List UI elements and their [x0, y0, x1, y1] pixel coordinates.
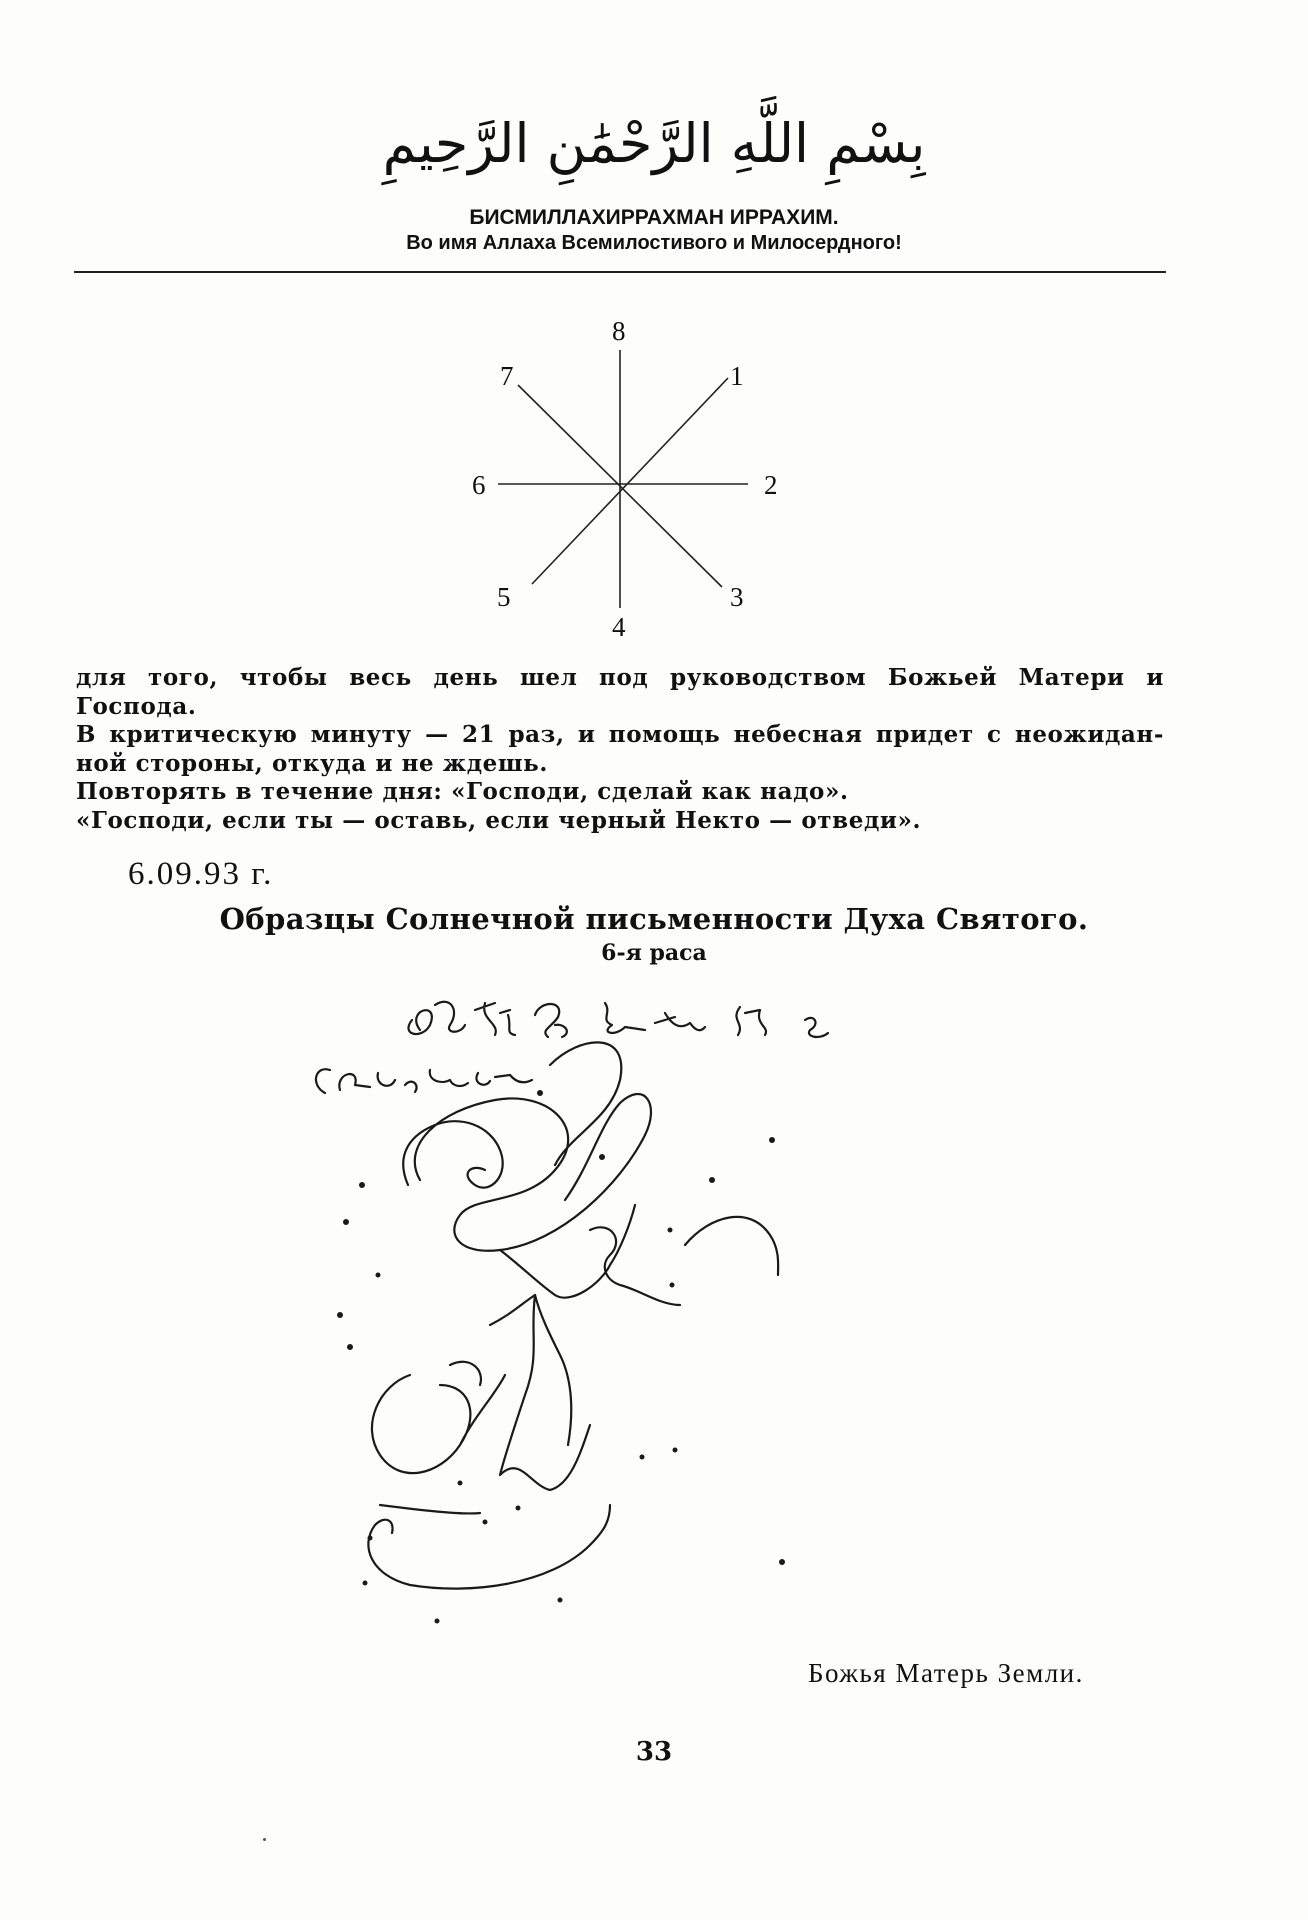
script-glyph — [655, 1013, 705, 1030]
ink-dot — [363, 1581, 368, 1586]
section-title: Образцы Солнечной письменности Духа Святого. — [219, 902, 1089, 936]
flowing-stroke — [375, 1520, 393, 1533]
star-ray-diagonal-b — [532, 378, 728, 584]
flowing-stroke — [550, 1042, 621, 1165]
star-label-7: 7 — [500, 361, 514, 391]
script-glyph — [736, 1007, 766, 1035]
body-text — [76, 664, 1164, 835]
ink-dot — [640, 1455, 645, 1460]
date: 6.09.93 г. — [128, 856, 274, 892]
ink-dot — [347, 1344, 353, 1350]
solar-script-drawing — [300, 985, 960, 1635]
ink-dot — [343, 1219, 349, 1225]
star-label-1: 1 — [730, 361, 744, 391]
script-glyph — [408, 1002, 465, 1034]
ink-dot — [376, 1273, 381, 1278]
flowing-stroke — [490, 1295, 590, 1490]
star-label-8: 8 — [612, 316, 626, 346]
ink-dot — [537, 1090, 543, 1096]
body-line: ной стороны, откуда и не ждешь. — [76, 749, 548, 777]
script-glyph — [805, 1018, 828, 1037]
flowing-stroke — [590, 1217, 778, 1305]
flowing-stroke — [450, 1362, 481, 1385]
header-subtitle: Во имя Аллаха Всемилостивого и Милосердного! — [406, 232, 902, 254]
script-glyph — [316, 1069, 395, 1093]
flowing-stroke — [380, 1505, 480, 1513]
ink-dot — [769, 1137, 775, 1143]
body-line: В критическую минуту — 21 раз, и помощь небесная придет с неожидан- — [76, 721, 1164, 748]
script-glyph — [605, 1003, 645, 1033]
flowing-stroke — [535, 1295, 571, 1445]
ink-dot — [483, 1520, 488, 1525]
arabic-calligraphy: بِسْمِ اللَّهِ الرَّحْمَٰنِ الرَّحِيمِ — [382, 112, 926, 175]
ink-dot — [359, 1182, 365, 1188]
ink-dot — [368, 1536, 373, 1541]
star-label-2: 2 — [764, 470, 778, 500]
print-speck — [263, 1838, 266, 1841]
ink-dot — [779, 1559, 785, 1565]
script-glyph — [405, 1070, 468, 1092]
ink-dot — [670, 1283, 675, 1288]
header-title: БИСМИЛЛАХИРРАХМАН ИРРАХИМ. — [469, 206, 839, 229]
star-label-3: 3 — [730, 582, 744, 612]
body-line: для того, чтобы весь день шел под руководством Божьей Матери и — [76, 664, 1164, 691]
ink-dot — [668, 1228, 673, 1233]
script-glyph — [476, 1073, 532, 1085]
ink-dot — [558, 1598, 563, 1603]
script-glyph — [475, 1003, 515, 1035]
body-line: Господа. — [76, 692, 197, 720]
section-subtitle: 6-я раса — [601, 940, 707, 966]
star-label-5: 5 — [497, 582, 511, 612]
page-number: 33 — [635, 1737, 673, 1767]
star-label-6: 6 — [472, 470, 486, 500]
ink-dot — [599, 1154, 605, 1160]
star-diagram — [460, 310, 800, 650]
star-label-4: 4 — [612, 612, 626, 642]
ink-dot — [673, 1448, 678, 1453]
ink-dot — [516, 1506, 521, 1511]
body-line: «Господи, если ты — оставь, если черный Некто — отведи». — [76, 806, 922, 834]
drawing-caption: Божья Матерь Земли. — [808, 1658, 1084, 1688]
header-divider — [74, 271, 1166, 273]
flowing-stroke — [368, 1505, 610, 1589]
ink-dot — [458, 1481, 463, 1486]
flowing-stroke — [372, 1375, 505, 1473]
script-glyph — [535, 1004, 567, 1037]
ink-dot — [337, 1312, 343, 1318]
flowing-stroke — [415, 1094, 651, 1251]
ink-dot — [435, 1619, 440, 1624]
ink-dot — [709, 1177, 715, 1183]
body-line: Повторять в течение дня: «Господи, сделай как надо». — [76, 778, 849, 805]
